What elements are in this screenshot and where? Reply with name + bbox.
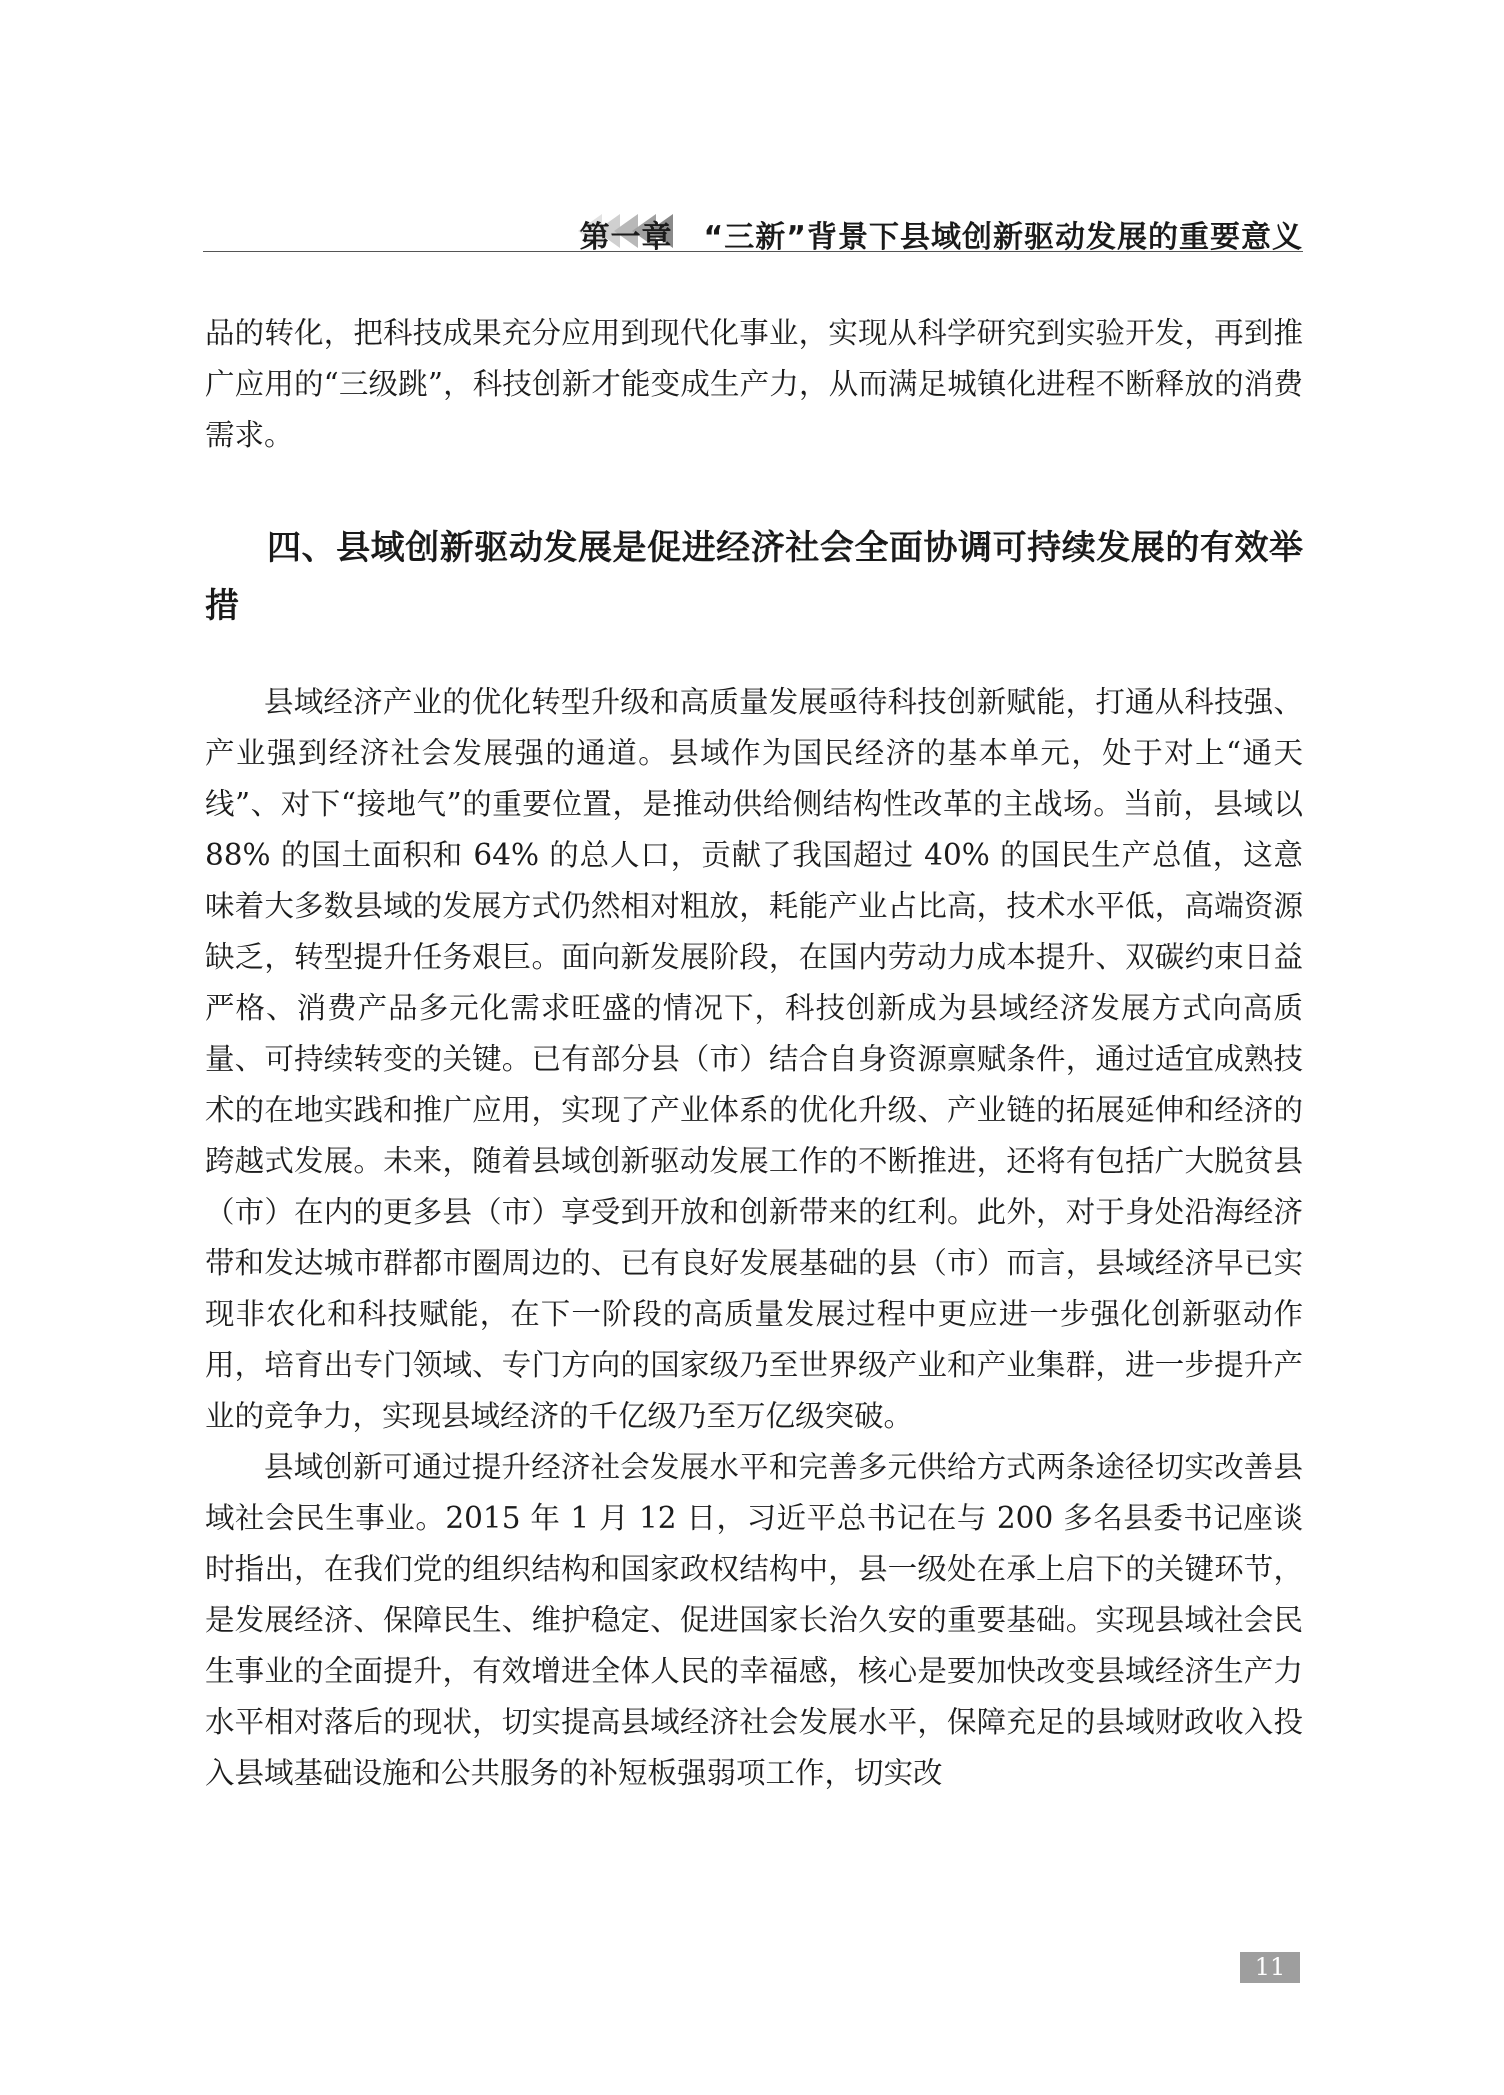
body-paragraph: 品的转化，把科技成果充分应用到现代化事业，实现从科学研究到实验开发，再到推广应用的“三级跳”，科技创新才能变成生产力，从而满足城镇化进程不断释放的消费需求。: [205, 316, 1303, 452]
running-header: [203, 210, 1303, 255]
body-paragraph: 县域经济产业的优化转型升级和高质量发展亟待科技创新赋能，打通从科技强、产业强到经济社会发展强的通道。县域作为国民经济的基本单元，处于对上“通天线”、对下“接地气”的重要位置，是推动供给侧结构性改革的主战场。当前，县域以 88% 的国土面积和 64% 的总人口，贡献了我国超过 40% 的国民生产总值，这意味着大多数县域的发展方式仍然相对粗放，耗能产业占比高，技术水平低，高端资源缺乏，转型提升任务艰巨。面向新发展阶段，在国内劳动力成本提升、双碳约束日益严格、消费产品多元化需求旺盛的情况下，科技创新成为县域经济发展方式向高质量、可持续转变的关键。已有部分县（市）结合自身资源禀赋条件，通过适宜成熟技术的在地实践和推广应用，实现了产业体系的优化升级、产业链的拓展延伸和经济的跨越式发展。未来，随着县域创新驱动发展工作的不断推进，还将有包括广大脱贫县（市）在内的更多县（市）享受到开放和创新带来的红利。此外，对于身处沿海经济带和发达城市群都市圈周边的、已有良好发展基础的县（市）而言，县域经济早已实现非农化和科技赋能，在下一阶段的高质量发展过程中更应进一步强化创新驱动作用，培育出专门领域、专门方向的国家级乃至世界级产业和产业集群，进一步提升产业的竞争力，实现县域经济的千亿级乃至万亿级突破。: [205, 685, 1303, 1433]
body-paragraph: 县域创新可通过提升经济社会发展水平和完善多元供给方式两条途径切实改善县域社会民生事业。2015 年 1 月 12 日，习近平总书记在与 200 多名县委书记座谈时指出，在我们党的组织结构和国家政权结构中，县一级处在承上启下的关键环节，是发展经济、保障民生、维护稳定、促进国家长治久安的重要基础。实现县域社会民生事业的全面提升，有效增进全体人民的幸福感，核心是要加快改变县域经济生产力水平相对落后的现状，切实提高县域经济社会发展水平，保障充足的县域财政收入投入县域基础设施和公共服务的补短板强弱项工作，切实改: [205, 1450, 1303, 1790]
page-number: 11: [1240, 1952, 1300, 1983]
header-divider: [203, 251, 1303, 252]
chapter-title: 第一章 “三新”背景下县域创新驱动发展的重要意义: [579, 220, 1303, 255]
page-body: [205, 308, 1303, 1799]
section-heading: 四、县域创新驱动发展是促进经济社会全面协调可持续发展的有效举措: [205, 528, 1303, 626]
